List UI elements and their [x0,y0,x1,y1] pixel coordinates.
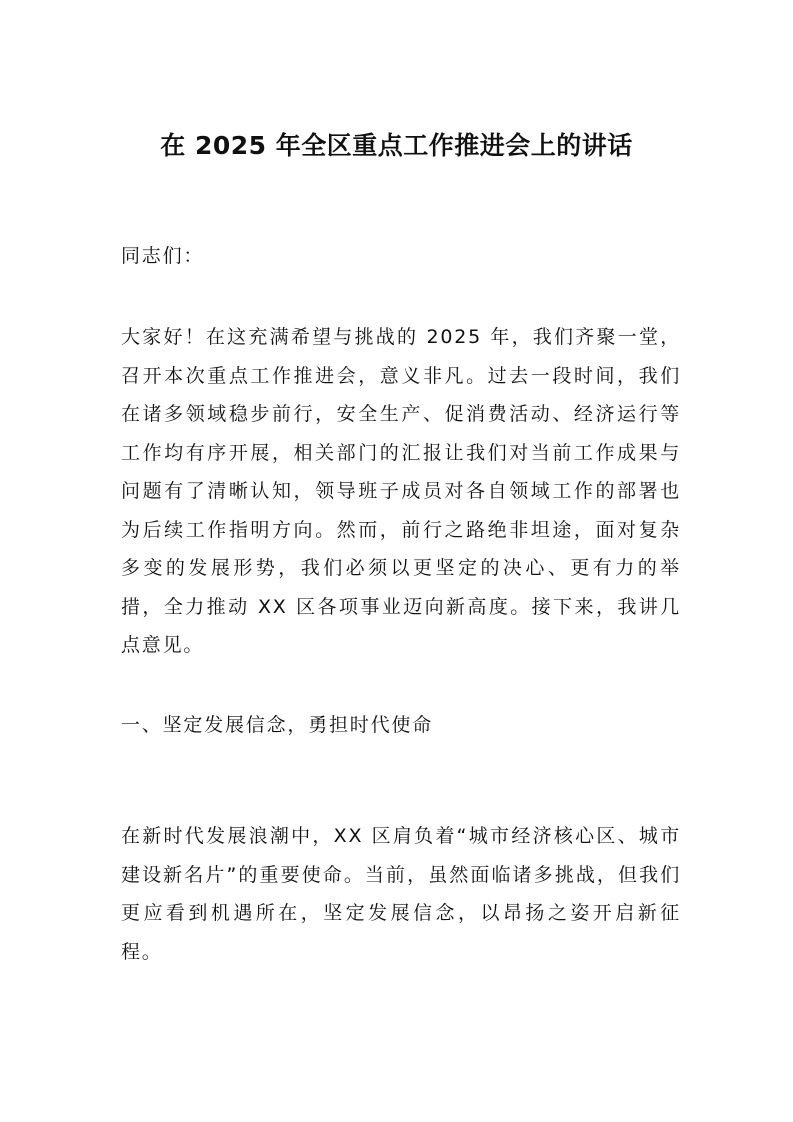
section-heading-1: 一、坚定发展信念，勇担时代使命 [121,714,434,736]
salutation: 同志们： [121,245,205,267]
document-title: 在 2025 年全区重点工作推进会上的讲话 [160,131,633,160]
section-1-paragraph: 在新时代发展浪潮中，XX 区肩负着“城市经济核心区、城市建设新名片”的重要使命。当前，虽然面临诸多挑战，但我们更应看到机遇所在，坚定发展信念，以昂扬之姿开启新征程。 [121,825,681,963]
intro-paragraph: 大家好！在这充满希望与挑战的 2025 年，我们齐聚一堂，召开本次重点工作推进会，意义非凡。过去一段时间，我们在诸多领域稳步前行，安全生产、促消费活动、经济运行等工作均有序开展，相关部门的汇报让我们对当前工作成果与问题有了清晰认知，领导班子成员对各自领域工作的部署也为后续工作指明方向。然而，前行之路绝非坦途，面对复杂多变的发展形势，我们必须以更坚定的决心、更有力的举措，全力推动 XX 区各项事业迈向新高度。接下来，我讲几点意见。 [121,326,681,656]
